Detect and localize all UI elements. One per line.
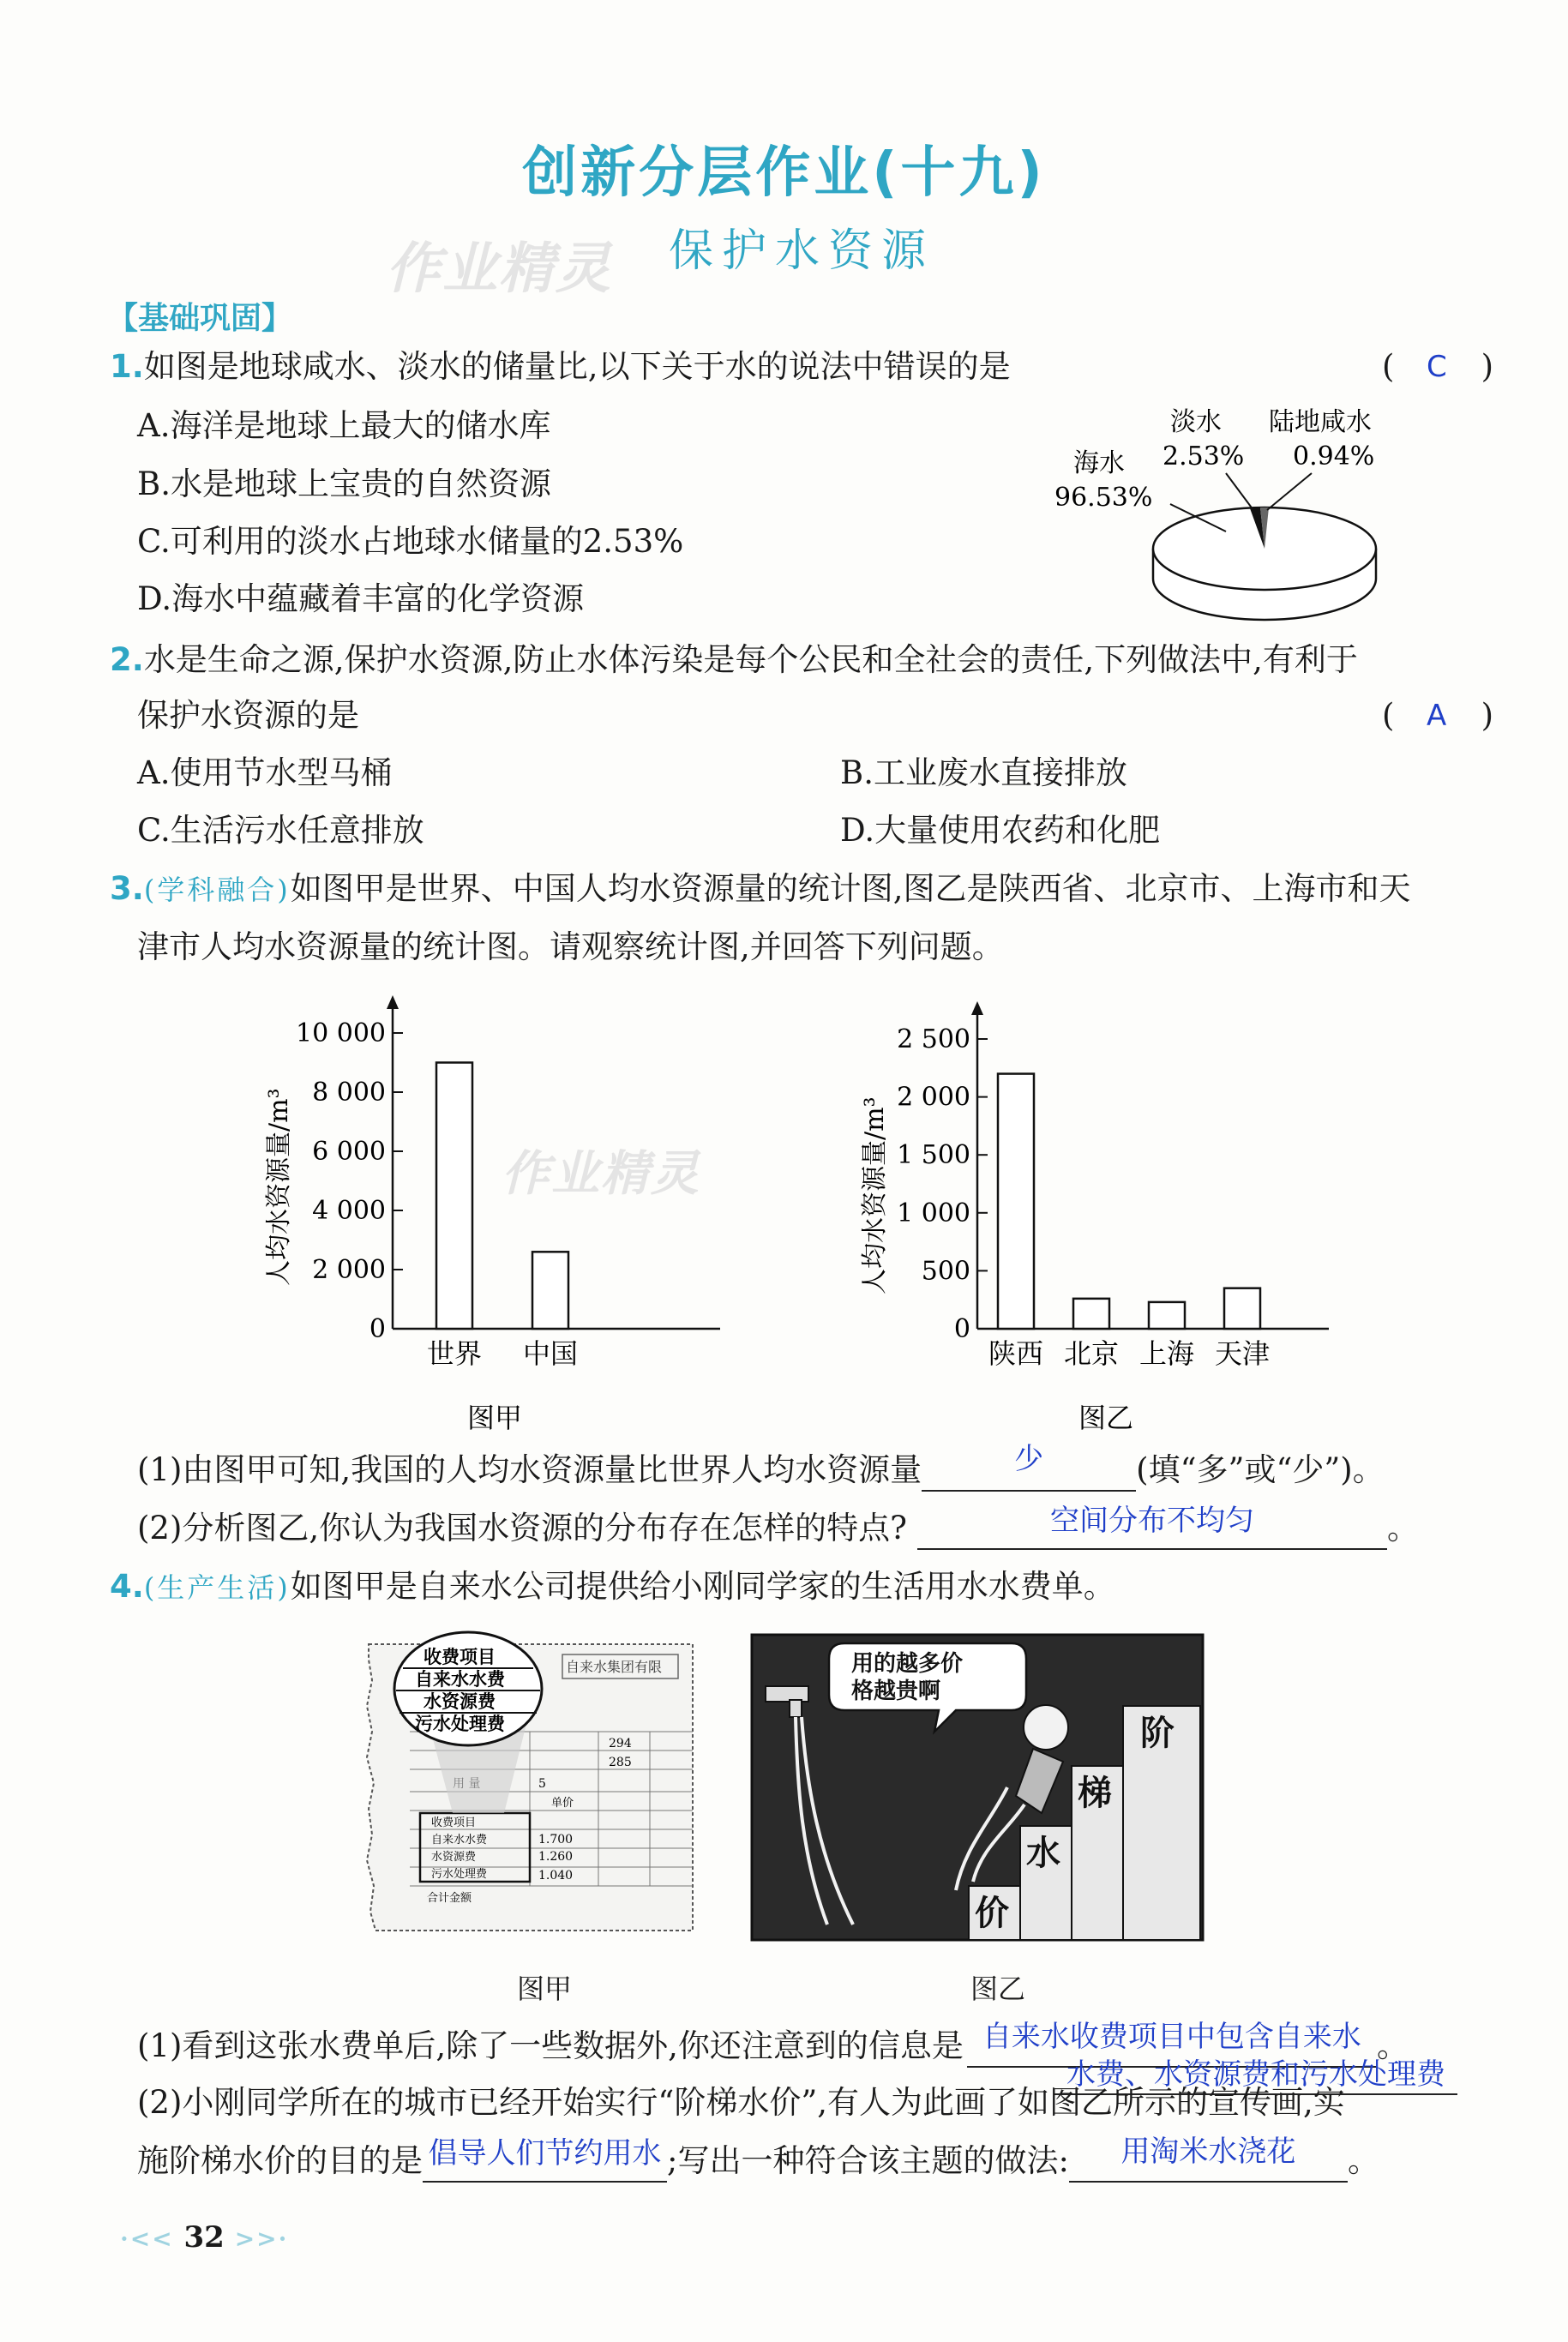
chart-yi-bars: [998, 1074, 1260, 1329]
q4-sub1: (1)看到这张水费单后,除了一些数据外,你还注意到的信息是 自来水收费项目中包含自来水 。: [137, 2025, 1409, 2068]
watermark-header: 作业精灵: [386, 237, 612, 301]
q1-answer-bracket: ( C ): [1382, 345, 1493, 388]
chartB-tick-label: 2 500: [897, 1024, 970, 1054]
chart-jia-categories: [427, 1337, 578, 1370]
q1-stem-text: 如图是地球咸水、淡水的储量比,以下关于水的说法中错误的是: [143, 348, 1011, 385]
chartA-bar-1: [532, 1252, 568, 1329]
callout-line-3: 水资源费: [424, 1690, 496, 1712]
page-number-ornament-left: ·<<: [120, 2225, 174, 2253]
bubble-line-2: 格越贵啊: [851, 1678, 941, 1704]
pie-leader-salt: [1267, 473, 1312, 510]
chartB-tick-label: 0: [953, 1314, 970, 1344]
q3-sub2: (2)分析图乙,你认为我国水资源的分布存在怎样的特点? 空间分布不均匀 。: [137, 1507, 1419, 1550]
page-subtitle: 保护水资源: [669, 225, 935, 277]
chartB-category-label: 上海: [1138, 1337, 1195, 1370]
q2-option-a: A.使用节水型马桶: [137, 754, 393, 791]
watermark-chart: 作业精灵: [502, 1146, 700, 1202]
chart-yi-ylabel: 人均水资源量/m³: [860, 1096, 890, 1294]
water-bill-figure: [358, 1629, 701, 1937]
bill-misc-5: 5: [538, 1777, 546, 1791]
q4-tag: (生产生活): [143, 1571, 291, 1604]
q2-stem-line1: 2.水是生命之源,保护水资源,防止水体污染是每个公民和全社会的责任,下列做法中,有利于: [110, 641, 1358, 678]
callout-line-1: 收费项目: [424, 1646, 496, 1667]
q3-sub1: (1)由图甲可知,我国的人均水资源量比世界人均水资源量 少 (填“多”或“少”)。: [137, 1449, 1385, 1492]
svg-text:自来水水费: 自来水水费: [431, 1834, 488, 1847]
q2-answer-bracket: ( A ): [1382, 694, 1493, 737]
chartB-bar-0: [998, 1074, 1034, 1329]
q1-option-a: A.海洋是地球上最大的储水库: [137, 407, 551, 444]
q4-stem: 4.(生产生活)如图甲是自来水公司提供给小刚同学家的生活用水水费单。: [110, 1568, 1115, 1605]
q2-option-b: B.工业废水直接排放: [840, 754, 1127, 791]
q4-sub1-answer-line1: 自来水收费项目中包含自来水: [982, 2020, 1361, 2054]
page-number-ornament-right: >>·: [234, 2225, 289, 2253]
chartB-bar-2: [1149, 1302, 1185, 1329]
svg-text:水资源费: 水资源费: [431, 1851, 477, 1864]
bill-misc-294: 294: [609, 1737, 632, 1750]
fig-yi-caption: 图乙: [970, 1973, 1026, 2005]
tiered-price-cartoon: [750, 1633, 1205, 1942]
bar-chart-yi: [849, 977, 1363, 1474]
callout-line-4: 污水处理费: [415, 1713, 505, 1734]
pie-value-sea: 96.53%: [1054, 483, 1153, 513]
chartB-bar-3: [1224, 1288, 1260, 1329]
fig-jia-caption: 图甲: [517, 1973, 573, 2005]
chartB-tick-label: 1 500: [897, 1140, 970, 1171]
chart-jia-caption: 图甲: [467, 1402, 523, 1434]
chartA-category-label: 中国: [522, 1337, 579, 1370]
q4-sub2-line1: (2)小刚同学所在的城市已经开始实行“阶梯水价”,有人为此画了如图乙所示的宣传画,实: [137, 2084, 1345, 2121]
bill-total: 合计金额: [427, 1892, 472, 1905]
bill-value-3: 1.040: [538, 1869, 574, 1883]
page-title: 创新分层作业(十九): [522, 141, 1046, 205]
chart-yi-ticks: [897, 1001, 1329, 1344]
chartA-bar-0: [436, 1063, 472, 1330]
chart-yi-caption: 图乙: [1078, 1402, 1134, 1434]
q3-sub1-answer: 少: [1014, 1442, 1044, 1476]
q2-number: 2.: [110, 641, 144, 678]
pie-label-sea: 海水: [1073, 448, 1125, 478]
section-heading: 【基础巩固】: [107, 301, 293, 336]
person-head-icon: [1024, 1705, 1068, 1750]
pie-chart-figure: [1054, 403, 1415, 626]
step-char-3: 梯: [1078, 1773, 1112, 1813]
callout-line-2: 自来水水费: [415, 1668, 505, 1690]
q4-sub2-answer2: 用淘米水浇花: [1120, 2135, 1296, 2169]
bill-misc-unitprice: 单价: [551, 1797, 574, 1810]
pie-leader-fresh: [1226, 473, 1253, 510]
q1-number: 1.: [110, 348, 144, 385]
q2-option-d: D.大量使用农药和化肥: [840, 812, 1161, 849]
pie-value-salt: 0.94%: [1293, 441, 1375, 471]
chartB-category-label: 天津: [1214, 1337, 1271, 1370]
chartA-tick-label: 2 000: [312, 1255, 386, 1285]
q1-answer: C: [1427, 350, 1447, 384]
chartA-tick-label: 0: [369, 1314, 386, 1344]
chartB-tick-label: 500: [921, 1256, 970, 1287]
chartA-tick-label: 4 000: [312, 1196, 386, 1226]
q2-answer: A: [1427, 699, 1447, 733]
svg-text:收费项目: 收费项目: [431, 1817, 477, 1829]
q1-option-c: C.可利用的淡水占地球水储量的2.53%: [137, 523, 684, 560]
bill-value-1: 1.700: [538, 1833, 574, 1847]
pie-value-fresh: 2.53%: [1162, 441, 1245, 471]
q3-sub2-answer: 空间分布不均匀: [1050, 1504, 1255, 1538]
step-char-4: 阶: [1140, 1713, 1174, 1753]
chartB-y-axis-arrow-icon: [971, 1001, 983, 1015]
q3-number: 3.: [110, 870, 144, 907]
svg-text:污水处理费: 污水处理费: [431, 1868, 488, 1881]
chartA-tick-label: 8 000: [312, 1078, 386, 1108]
q1-stem: [110, 345, 1011, 388]
bill-header-text: 自来水集团有限: [566, 1659, 663, 1675]
bubble-line-1: 用的越多价: [851, 1651, 964, 1677]
chartA-tick-label: 6 000: [312, 1137, 386, 1167]
q2-option-c: C.生活污水任意排放: [137, 812, 424, 849]
chartB-category-label: 陕西: [988, 1337, 1044, 1370]
q3-tag: (学科融合): [143, 874, 291, 906]
bill-value-2: 1.260: [538, 1850, 574, 1864]
q1-option-b: B.水是地球上宝贵的自然资源: [137, 465, 551, 502]
chartA-y-axis-arrow-icon: [387, 995, 399, 1009]
q1-option-d: D.海水中蕴藏着丰富的化学资源: [137, 580, 585, 617]
chartB-category-label: 北京: [1063, 1337, 1120, 1370]
faucet-spout: [790, 1700, 802, 1717]
step-char-1: 价: [975, 1893, 1009, 1933]
q4-sub2-line2: 施阶梯水价的目的是 倡导人们节约用水 ;写出一种符合该主题的做法: 用淘米水浇花 。: [137, 2140, 1379, 2183]
q4-sub2-answer1: 倡导人们节约用水: [428, 2136, 662, 2171]
q4-sub1-answer-line2: 水费、水资源费和污水处理费: [1054, 2056, 1457, 2095]
chartB-tick-label: 2 000: [897, 1082, 970, 1113]
q3-stem-line1: 3.(学科融合)如图甲是世界、中国人均水资源量的统计图,图乙是陕西省、北京市、上海市和天: [110, 870, 1411, 907]
chart-yi-categories: [988, 1337, 1270, 1370]
pie-label-fresh: 淡水: [1170, 407, 1222, 437]
chart-jia-ylabel: 人均水资源量/m³: [264, 1088, 294, 1286]
step-char-2: 水: [1026, 1833, 1060, 1873]
chartA-category-label: 世界: [426, 1337, 483, 1370]
chartB-bar-1: [1073, 1299, 1109, 1329]
bar-chart-jia: [249, 977, 729, 1474]
chartA-tick-label: 10 000: [296, 1018, 386, 1048]
bill-misc-285: 285: [609, 1756, 632, 1769]
q2-stem-line2: 保护水资源的是: [137, 697, 359, 734]
q4-number: 4.: [110, 1568, 144, 1605]
pie-label-salt: 陆地咸水: [1269, 407, 1372, 437]
chartB-tick-label: 1 000: [897, 1198, 970, 1228]
page-number: ·<< 32 >>·: [120, 2220, 289, 2255]
q3-stem-line2: 津市人均水资源量的统计图。请观察统计图,并回答下列问题。: [137, 928, 1004, 965]
